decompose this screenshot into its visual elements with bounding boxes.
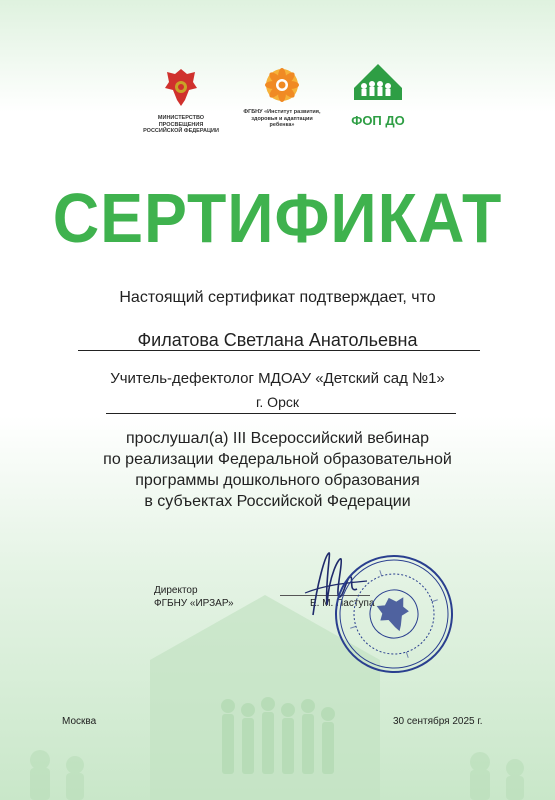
official-stamp [333,553,455,675]
ministry-logo [140,66,222,135]
name-underline [78,350,480,351]
body-line-2: по реализации Федеральной образовательной [103,451,452,468]
footer-date: 30 сентября 2025 г. [393,716,483,727]
recipient-position: Учитель-дефектолог МДОАУ «Детский сад №1» [110,370,445,387]
flower-sun-icon [263,66,301,104]
position-underline [106,413,456,414]
signatory-name: Е. М. Паступа [310,598,375,609]
institute-logo [236,66,328,129]
ministry-logo-line1: МИНИСТЕРСТВО ПРОСВЕЩЕНИЯ [157,115,205,128]
institute-logo-line1: ФГБНУ «Институт развития, [243,109,321,115]
body-line-1: прослушал(а) III Всероссийский вебинар [126,430,429,447]
ministry-logo-line2: РОССИЙСКОЙ ФЕДЕРАЦИИ [143,128,219,134]
certificate-title: СЕРТИФИКАТ [52,179,503,257]
signatory-role-line1: Директор [154,585,198,596]
fop-do-logo [348,62,408,128]
signatory-role [154,584,234,610]
body-text [0,428,555,512]
institute-logo-line2: здоровья и адаптации [251,115,313,122]
fop-do-label: ФОП ДО [351,113,405,128]
body-line-3: программы дошкольного образования [135,472,420,489]
recipient-city: г. Орск [256,394,299,410]
body-line-4: в субъектах Российской Федерации [144,493,411,510]
recipient-name: Филатова Светлана Анатольевна [137,330,418,350]
house-people-icon [350,62,406,110]
confirm-text: Настоящий сертификат подтверждает, что [119,289,436,306]
institute-logo-line3: ребенка» [269,122,295,128]
footer-city: Москва [62,716,97,727]
eagle-emblem-icon [163,66,199,110]
signatory-role-line2: ФГБНУ «ИРЗАР» [154,598,234,609]
